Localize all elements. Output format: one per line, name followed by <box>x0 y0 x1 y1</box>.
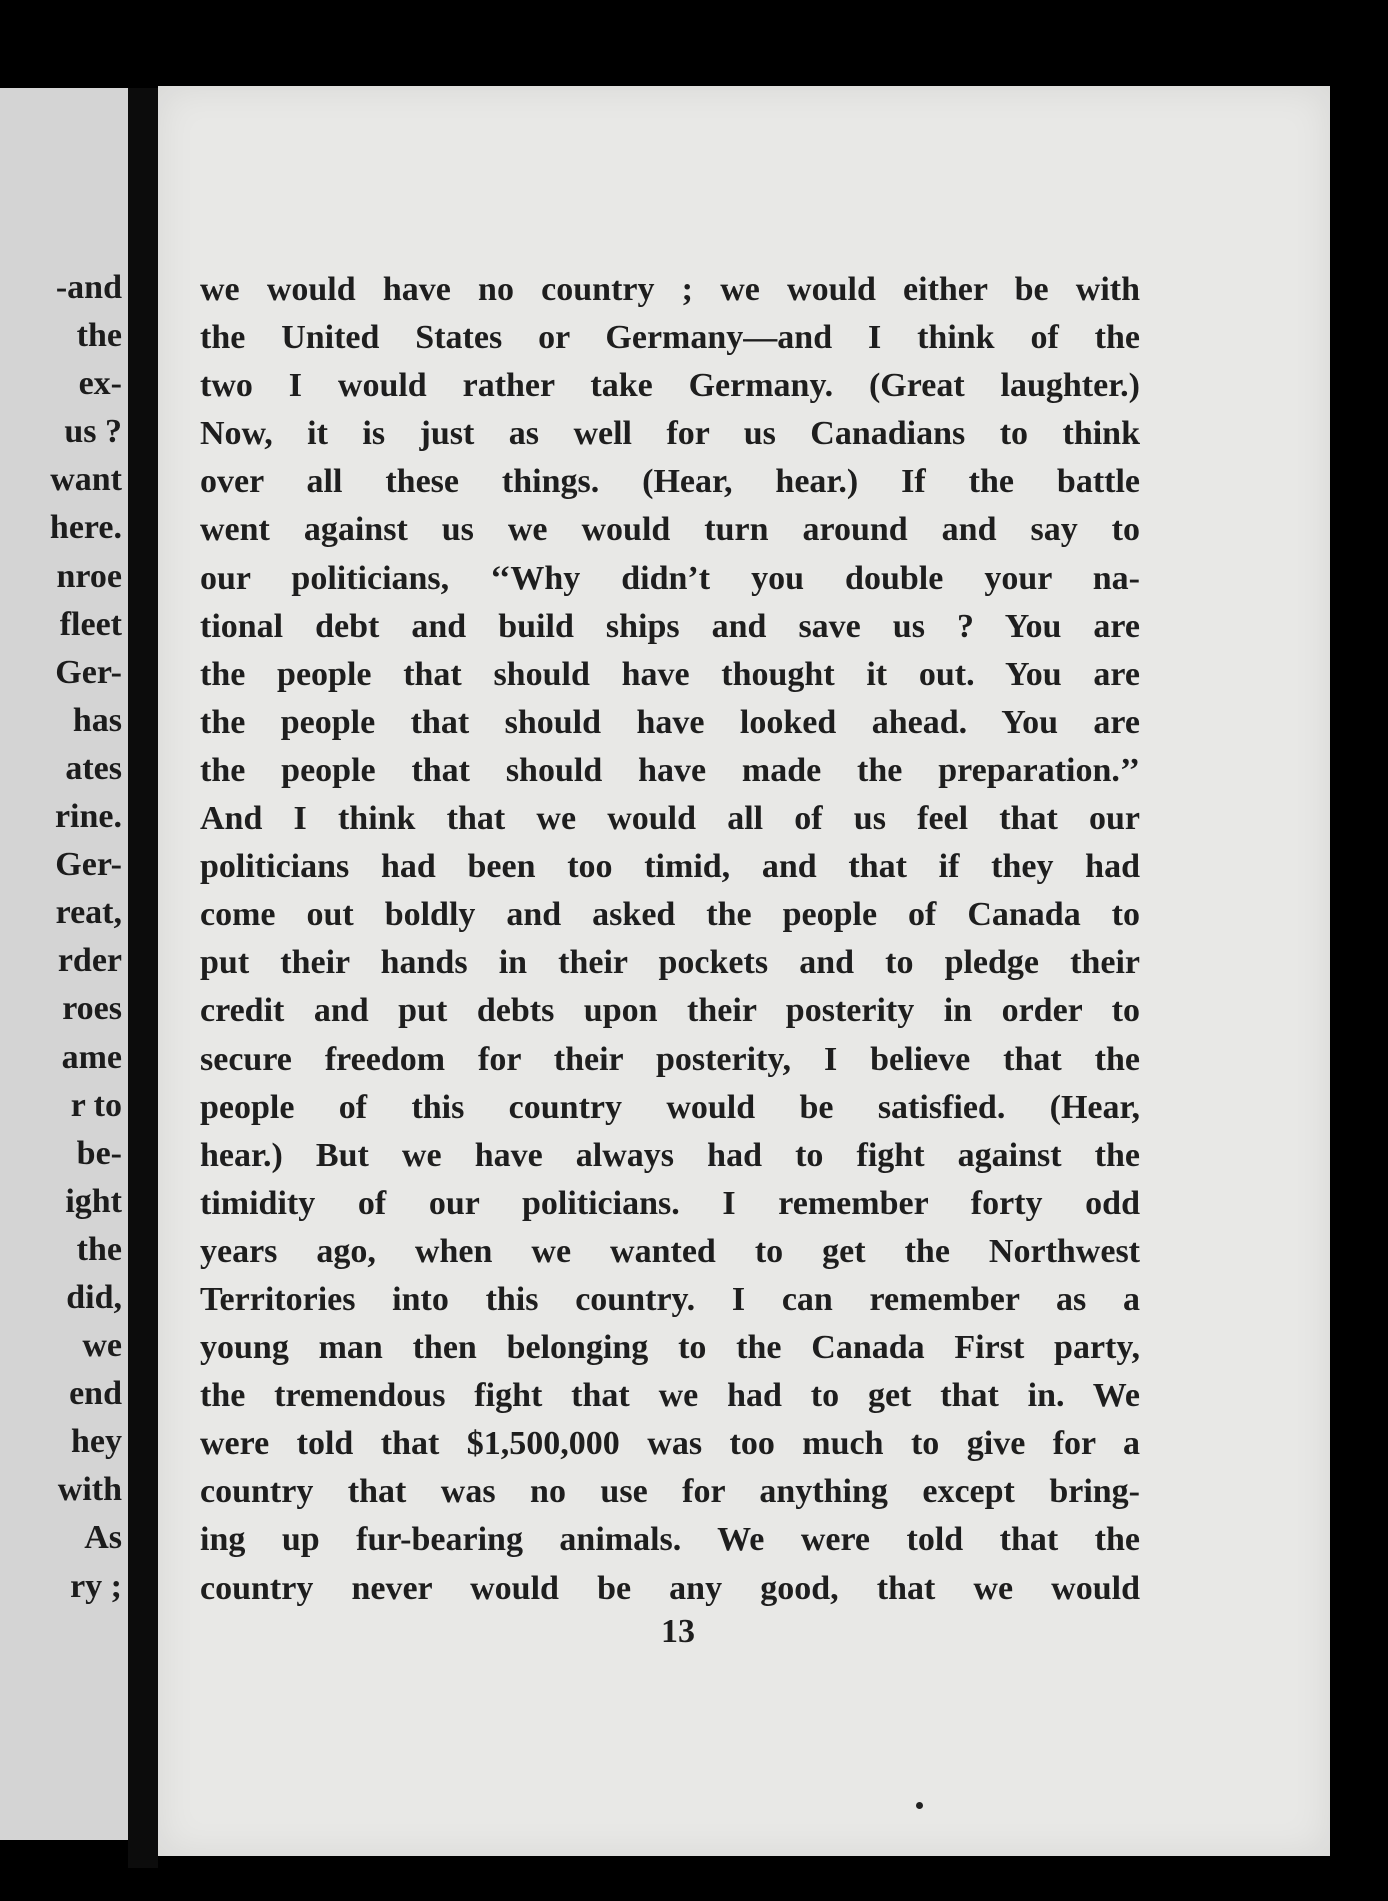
text-line: tional debt and build ships and save us ? You are <box>200 607 1140 645</box>
left-fragment: roes <box>62 990 122 1028</box>
left-fragment: the <box>76 1230 122 1268</box>
text-line: young man then belonging to the Canada First party, <box>200 1329 1140 1367</box>
text-line: we would have no country ; we would either be with <box>200 271 1140 308</box>
left-fragment: did, <box>66 1278 122 1316</box>
text-line: ing up fur-bearing animals. We were told that the <box>200 1521 1140 1559</box>
text-line: hear.) But we have always had to fight against the <box>200 1136 1140 1174</box>
left-fragment: want <box>50 461 122 499</box>
text-line: years ago, when we wanted to get the Northwest <box>200 1232 1140 1270</box>
left-fragment: hey <box>71 1423 122 1461</box>
text-line: secure freedom for their posterity, I believe that the <box>200 1040 1140 1078</box>
text-line: come out boldly and asked the people of Canada to <box>200 896 1140 934</box>
left-fragment: rine. <box>54 798 122 836</box>
text-line: were told that $1,500,000 was too much to give for a <box>200 1425 1140 1463</box>
left-fragment: ex- <box>78 365 122 403</box>
left-fragment: the <box>76 317 122 355</box>
left-fragment: ry ; <box>70 1567 122 1605</box>
text-line: put their hands in their pockets and to pledge their <box>200 944 1140 982</box>
main-page <box>158 86 1330 1856</box>
text-line: went against us we would turn around and say to <box>200 511 1140 549</box>
left-fragment: nroe <box>56 557 122 595</box>
left-fragment: us ? <box>64 413 122 451</box>
left-fragment: Ger- <box>55 653 122 691</box>
left-fragment: reat, <box>55 894 122 932</box>
left-fragment: fleet <box>59 605 122 643</box>
body-text <box>200 266 1140 1613</box>
left-fragment: ates <box>65 749 122 787</box>
text-line: Now, it is just as well for us Canadians to think <box>200 415 1140 453</box>
text-line: Territories into this country. I can remember as a <box>200 1280 1140 1318</box>
text-line: country never would be any good, that we would <box>200 1569 1140 1607</box>
left-fragment: end <box>69 1375 122 1413</box>
text-line: And I think that we would all of us feel that our <box>200 800 1140 838</box>
left-fragment: ight <box>65 1182 122 1220</box>
left-fragment: ame <box>61 1038 122 1076</box>
text-line: the people that should have thought it out. You are <box>200 655 1140 693</box>
text-line: politicians had been too timid, and that if they had <box>200 848 1140 886</box>
left-fragment: here. <box>49 509 122 547</box>
page-number: 13 <box>661 1613 695 1650</box>
left-page-text <box>50 264 122 1611</box>
text-line: two I would rather take Germany. (Great laughter.) <box>200 367 1140 405</box>
book-gutter <box>128 88 158 1868</box>
text-line: credit and put debts upon their posterity in order to <box>200 992 1140 1030</box>
left-fragment: we <box>82 1327 122 1365</box>
text-line: country that was no use for anything except bring- <box>200 1473 1140 1511</box>
text-line: the tremendous fight that we had to get that in. We <box>200 1377 1140 1415</box>
left-fragment: Ger- <box>55 846 122 884</box>
left-fragment: with <box>57 1471 122 1509</box>
text-line: the people that should have made the preparation.’’ <box>200 751 1140 789</box>
text-line: people of this country would be satisfied. (Hear, <box>200 1088 1140 1126</box>
left-fragment: has <box>72 701 122 739</box>
text-line: our politicians, ‘‘Why didn’t you double your na- <box>200 559 1140 597</box>
left-fragment: As <box>84 1519 122 1557</box>
left-fragment: rder <box>57 942 122 980</box>
ink-speck <box>916 1802 923 1809</box>
text-line: timidity of our politicians. I remember forty odd <box>200 1184 1140 1222</box>
left-fragment: r to <box>70 1086 122 1124</box>
left-fragment: be- <box>76 1134 122 1172</box>
text-line: the people that should have looked ahead. You are <box>200 703 1140 741</box>
text-line: over all these things. (Hear, hear.) If the battle <box>200 463 1140 501</box>
text-line: the United States or Germany—and I think of the <box>200 319 1140 357</box>
left-page-edge <box>0 88 128 1840</box>
left-fragment: -and <box>55 269 122 306</box>
